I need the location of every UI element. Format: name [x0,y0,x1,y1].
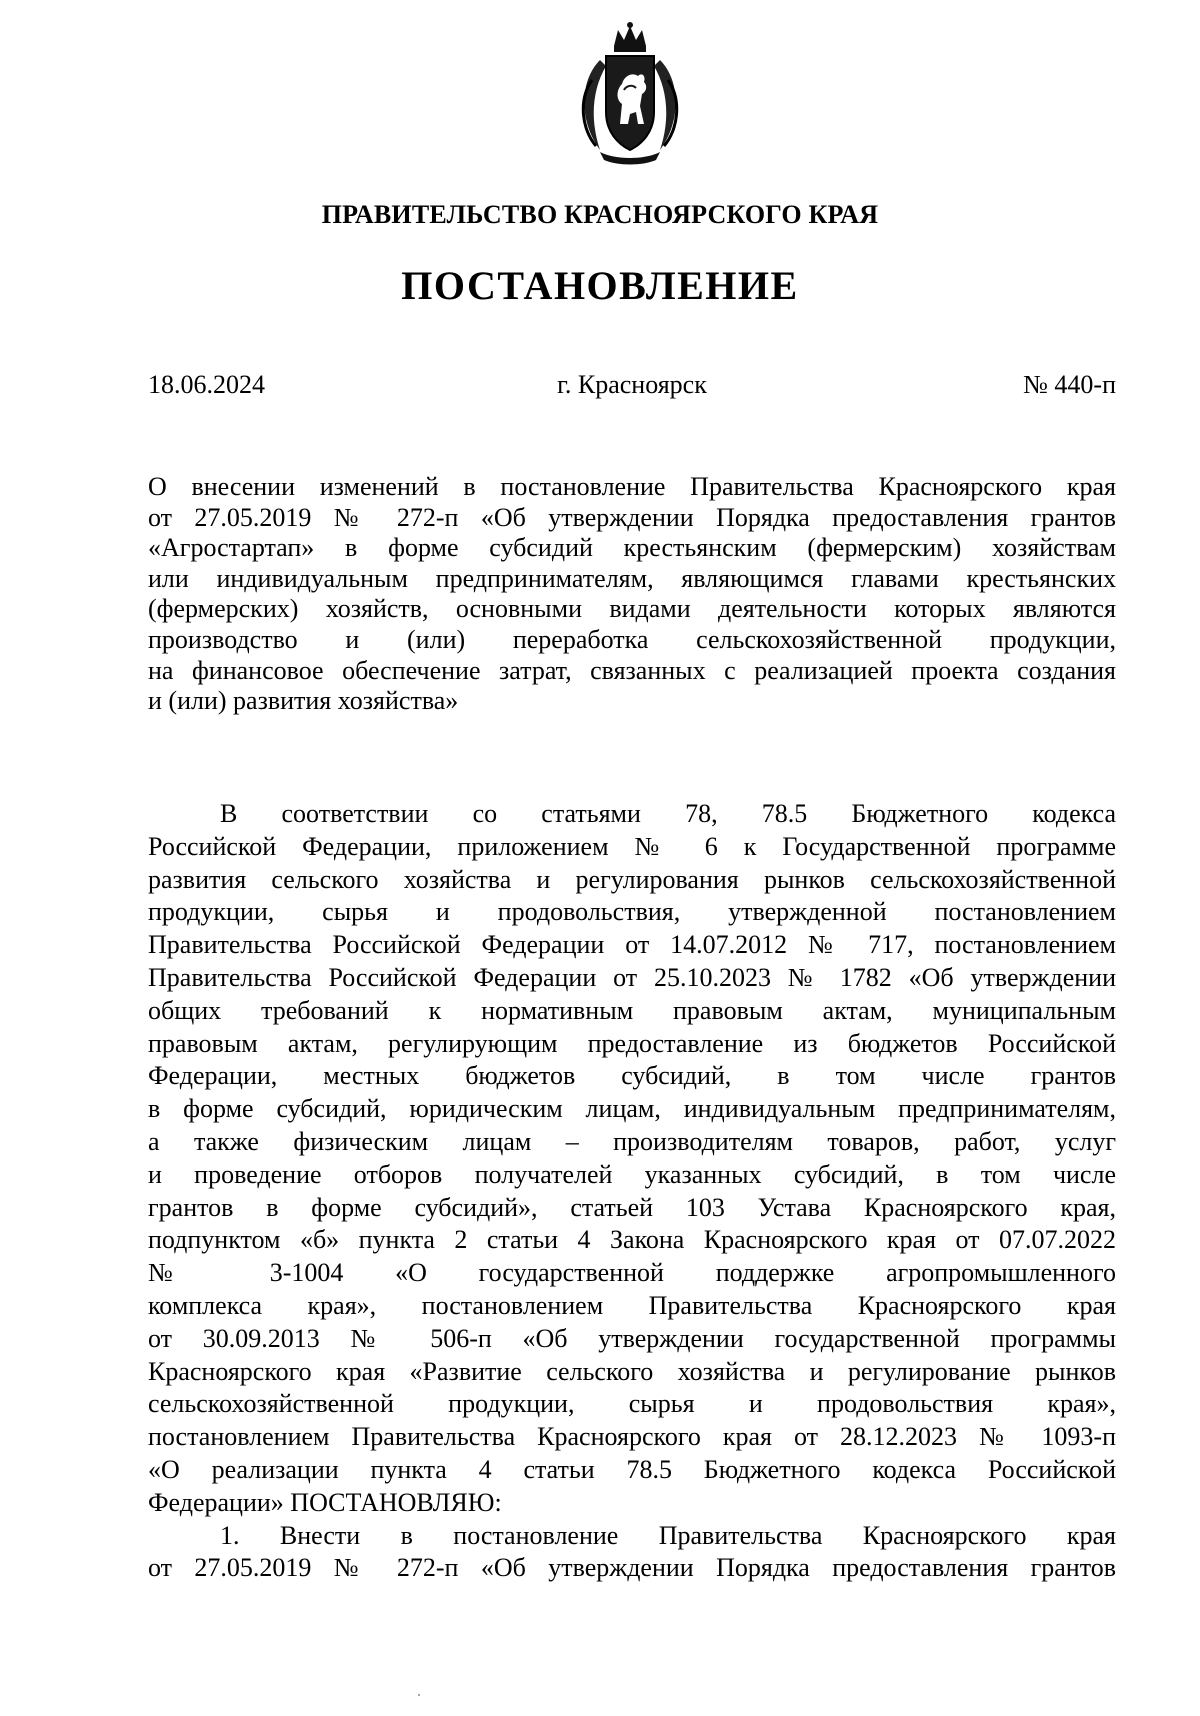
body-line: продукции, сырья и продовольствия, утвержденной постановлением [148,897,1116,927]
document-city: г. Красноярск [557,370,707,399]
body-line: Федерации» ПОСТАНОВЛЯЮ: [148,1487,502,1517]
body-line: 1. Внести в постановление Правительства Красноярского края [220,1520,1116,1550]
body-line: от 27.05.2019 № 272-п «Об утверждении Порядка предоставления грантов [148,1553,1116,1583]
document-meta [148,370,1116,404]
body-line: постановлением Правительства Красноярского края от 28.12.2023 № 1093-п [148,1422,1116,1452]
document-date: 18.06.2024 [148,370,265,399]
body-line: общих требований к нормативным правовым актам, муниципальным [148,995,1116,1025]
body-line: № 3-1004 «О государственной поддержке агропромышленного [148,1258,1116,1288]
document-subject [148,472,1116,717]
body-line: от 30.09.2013 № 506-п «Об утверждении государственной программы [148,1323,1116,1353]
subject-line: на финансовое обеспечение затрат, связанных с реализацией проекта создания [148,655,1116,685]
document-body [148,798,1116,1585]
body-line: и проведение отборов получателей указанных субсидий, в том числе [148,1159,1116,1189]
body-line: Российской Федерации, приложением № 6 к Государственной программе [148,831,1116,861]
subject-line: или индивидуальным предпринимателям, являющимся главами крестьянских [148,563,1116,593]
body-line: В соответствии со статьями 78, 78.5 Бюджетного кодекса [220,799,1116,828]
body-line: правовым актам, регулирующим предоставление из бюджетов Российской [148,1028,1116,1058]
document-number: № 440-п [1023,370,1116,399]
document-type-title: ПОСТАНОВЛЕНИЕ [401,263,799,308]
scan-speck [418,1694,420,1696]
body-line: сельскохозяйственной продукции, сырья и продовольствия края», [148,1389,1116,1419]
body-line: комплекса края», постановлением Правительства Красноярского края [148,1290,1116,1320]
body-line: развития сельского хозяйства и регулирования рынков сельскохозяйственной [148,864,1116,894]
body-line: грантов в форме субсидий», статьей 103 Устава Красноярского края, [148,1192,1116,1222]
subject-line: и (или) развития хозяйства» [148,686,459,716]
body-line: Правительства Российской Федерации от 14.07.2012 № 717, постановлением [148,930,1116,960]
subject-line: от 27.05.2019 № 272-п «Об утверждении Порядка предоставления грантов [148,502,1116,532]
body-line: Федерации, местных бюджетов субсидий, в том числе грантов [148,1061,1116,1091]
body-line: подпунктом «б» пункта 2 статьи 4 Закона Красноярского края от 07.07.2022 [148,1225,1116,1255]
government-title: ПРАВИТЕЛЬСТВО КРАСНОЯРСКОГО КРАЯ [321,200,879,229]
coat-of-arms-icon [570,20,690,166]
body-line: «О реализации пункта 4 статьи 78.5 Бюджетного кодекса Российской [148,1454,1116,1484]
subject-line: производство и (или) переработка сельскохозяйственной продукции, [148,624,1116,654]
subject-line: О внесении изменений в постановление Правительства Красноярского края [148,472,1116,501]
subject-line: (фермерских) хозяйств, основными видами деятельности которых являются [148,594,1116,624]
body-line: Красноярского края «Развитие сельского хозяйства и регулирование рынков [148,1356,1116,1386]
subject-line: «Агростартап» в форме субсидий крестьянским (фермерским) хозяйствам [148,533,1116,563]
body-line: а также физическим лицам – производителям товаров, работ, услуг [148,1126,1116,1156]
body-line: в форме субсидий, юридическим лицам, индивидуальным предпринимателям, [148,1094,1116,1124]
body-line: Правительства Российской Федерации от 25.10.2023 № 1782 «Об утверждении [148,962,1116,992]
